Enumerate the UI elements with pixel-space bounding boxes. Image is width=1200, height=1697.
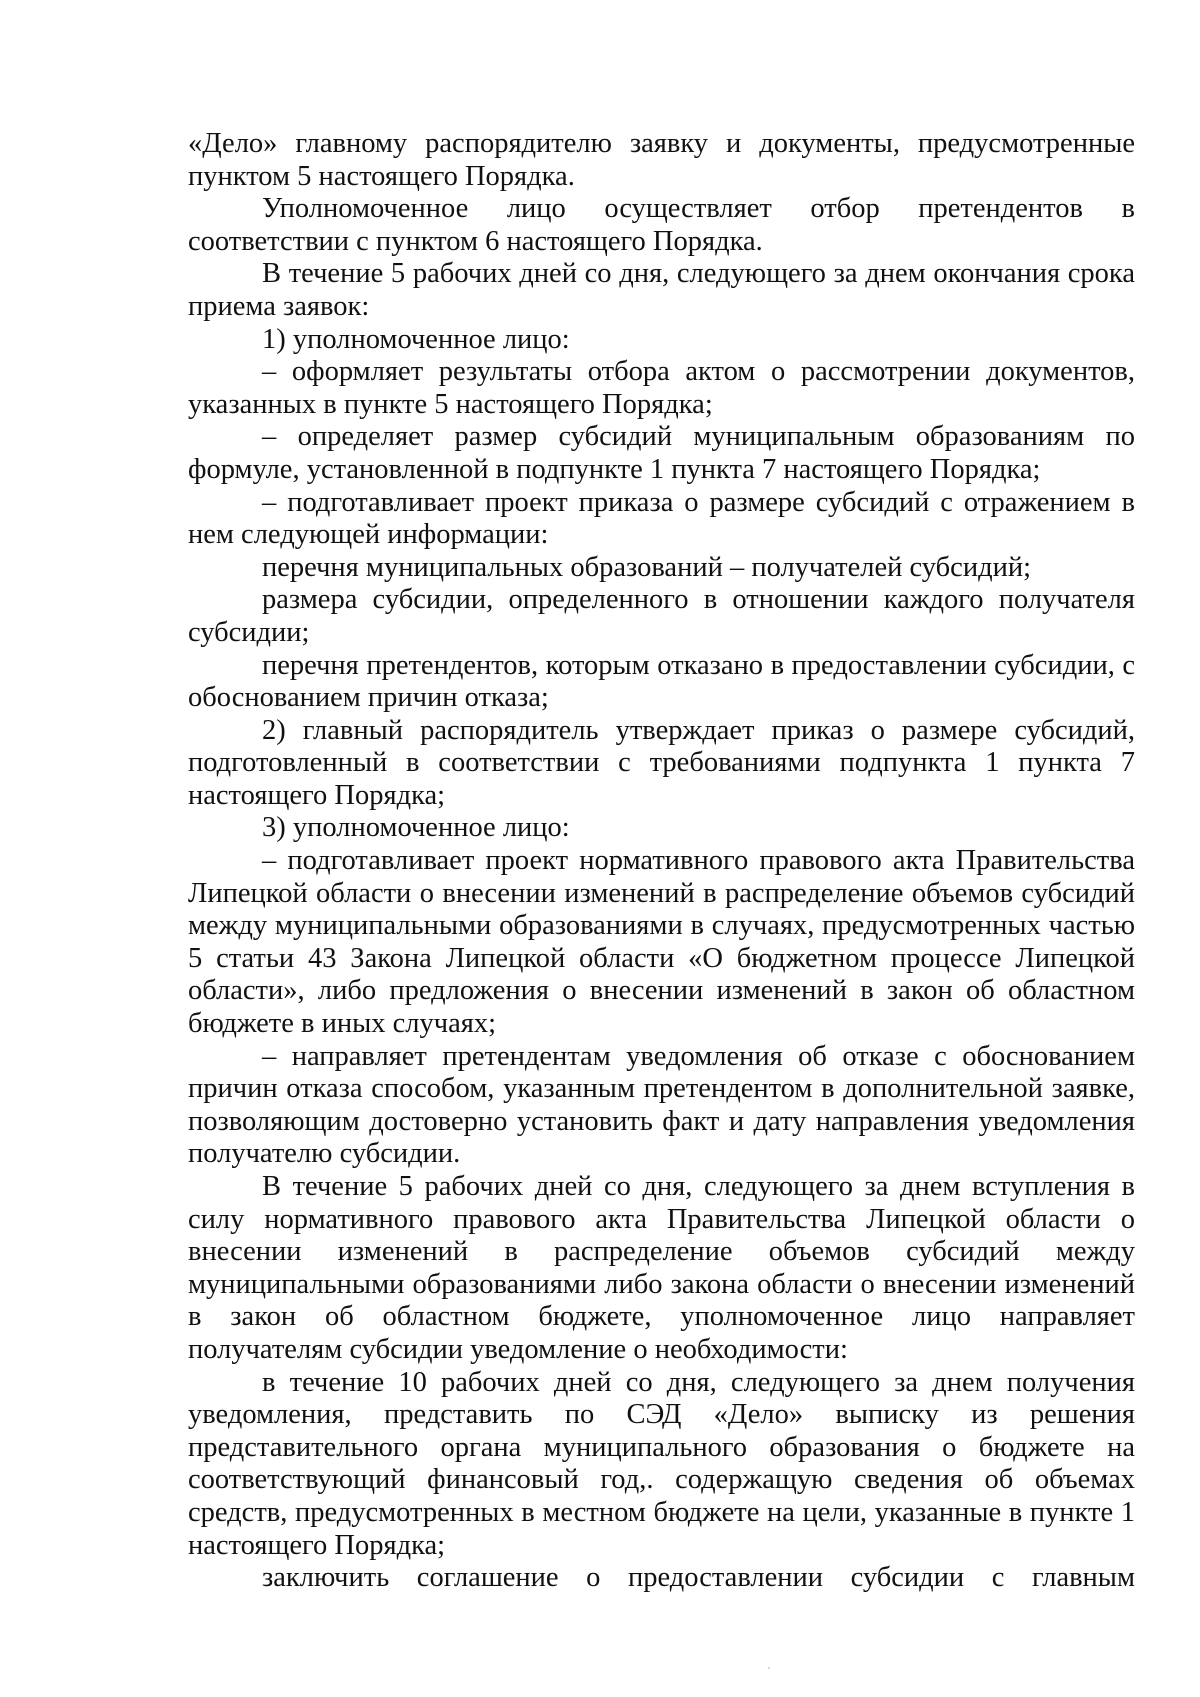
paragraph-17: заключить соглашение о предоставлении субсидии с главным [262, 1562, 1135, 1594]
paragraph-12: 3) уполномоченное лицо: [262, 812, 570, 844]
paragraph-11: 2) главный распорядитель утверждает приказ о размере субсидий, подготовленный в соответствии с требованиями подпункта 1 пункта 7 настоящего Порядка; [188, 714, 1135, 811]
paragraph-14: – направляет претендентам уведомления об отказе с обоснованием причин отказа способом, указанным претендентом в дополнительной заявке, позволяющим достоверно установить факт и дату направления уведомления получателю субсидии. [188, 1040, 1135, 1170]
paragraph-5: – оформляет результаты отбора актом о рассмотрении документов, указанных в пункте 5 настоящего Порядка; [188, 356, 1135, 420]
scan-speck [768, 1667, 770, 1669]
paragraph-6: – определяет размер субсидий муниципальным образованиям по формуле, установленной в подпункте 1 пункта 7 настоящего Порядка; [188, 421, 1135, 485]
paragraph-15: В течение 5 рабочих дней со дня, следующего за днем вступления в силу нормативного правового акта Правительства Липецкой области о внесении изменений в распределение объемов субсидий между муниципальными образованиями либо закона области о внесении изменений в закон об областном бюджете, уполномоченное лицо направляет получателям субсидии уведомление о необходимости: [188, 1171, 1135, 1365]
paragraph-9: размера субсидии, определенного в отношении каждого получателя субсидии; [188, 584, 1135, 648]
paragraph-2: Уполномоченное лицо осуществляет отбор претендентов в соответствии с пунктом 6 настоящего Порядка. [188, 193, 1135, 257]
paragraph-3: В течение 5 рабочих дней со дня, следующего за днем окончания срока приема заявок: [188, 258, 1135, 322]
paragraph-7: – подготавливает проект приказа о размере субсидий с отражением в нем следующей информации: [188, 486, 1135, 551]
paragraph-1: «Дело» главному распорядителю заявку и документы, предусмотренные пунктом 5 настоящего Порядка. [188, 128, 1135, 192]
paragraph-16: в течение 10 рабочих дней со дня, следующего за днем получения уведомления, представить по СЭД «Дело» выписку из решения представительного органа муниципального образования о бюджете на соответствующий финансовый год,. содержащую сведения об объемах средств, предусмотренных в местном бюджете на цели, указанные в пункте 1 настоящего Порядка; [188, 1366, 1135, 1561]
document-body [188, 128, 1135, 1595]
paragraph-4: 1) уполномоченное лицо: [262, 323, 570, 355]
paragraph-8: перечня муниципальных образований – получателей субсидий; [262, 551, 1031, 583]
paragraph-10: перечня претендентов, которым отказано в предоставлении субсидии, с обоснованием причин отказа; [188, 649, 1135, 714]
paragraph-13: – подготавливает проект нормативного правового акта Правительства Липецкой области о внесении изменений в распределение объемов субсидий между муниципальными образованиями в случаях, предусмотренных частью 5 статьи 43 Закона Липецкой области «О бюджетном процессе Липецкой области», либо предложения о внесении изменений в закон об областном бюджете в иных случаях; [188, 845, 1135, 1040]
